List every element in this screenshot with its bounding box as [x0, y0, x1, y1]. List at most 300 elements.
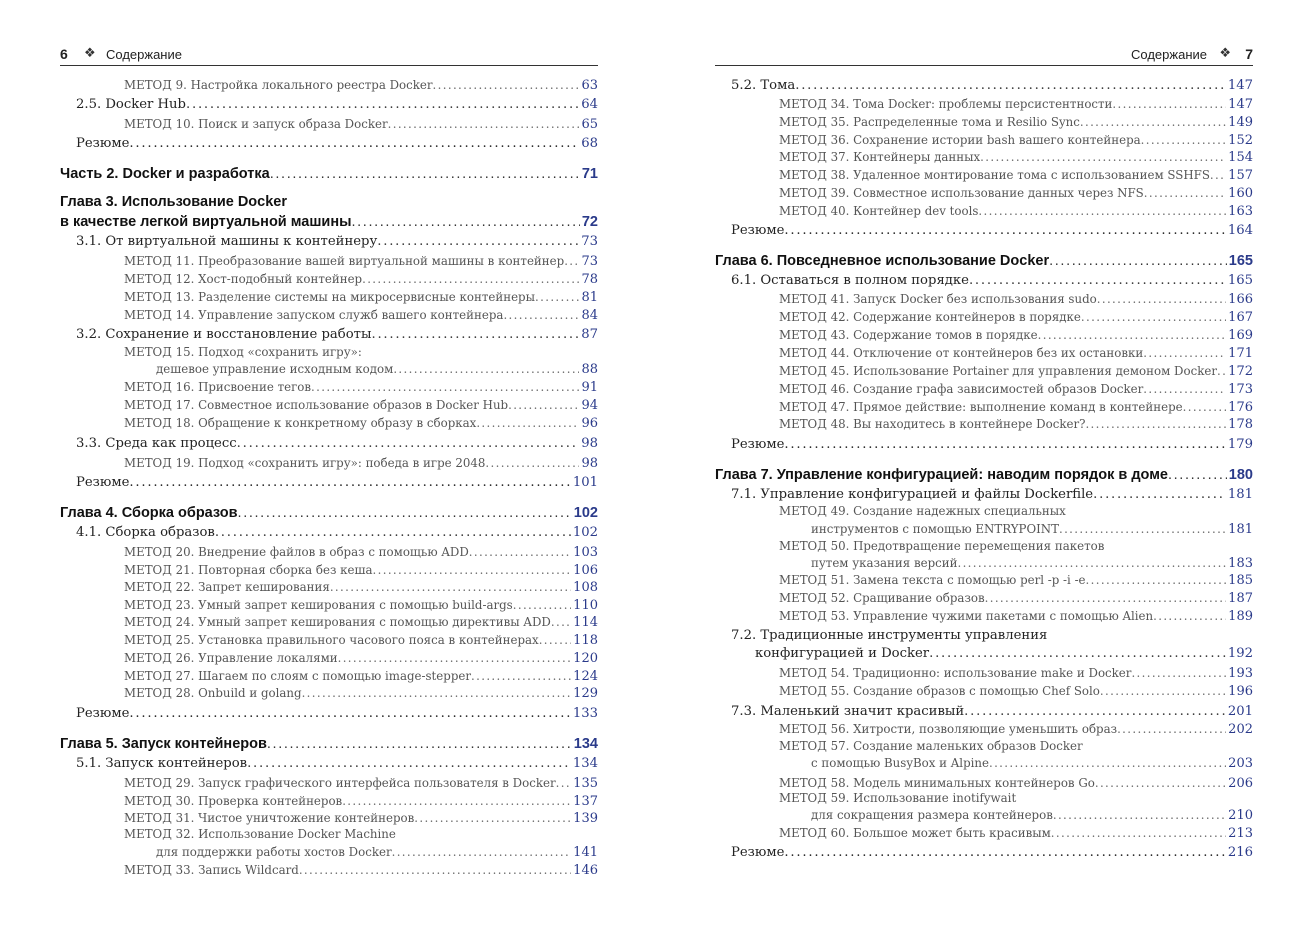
dot-leader: [471, 669, 571, 683]
toc-entry-page-number: 147: [1227, 78, 1253, 93]
dot-leader: [302, 686, 572, 700]
toc-entry-method[interactable]: [124, 811, 598, 826]
left-page: [0, 0, 656, 935]
dot-leader: [362, 272, 579, 286]
toc-entry-page-number: 201: [1227, 704, 1253, 719]
dot-leader: [1112, 97, 1226, 111]
toc-entry-page-number: 189: [1228, 609, 1253, 624]
toc-entry-page-number: 124: [573, 669, 598, 684]
dot-leader: [989, 756, 1226, 770]
toc-entry-method[interactable]: [779, 346, 1253, 361]
toc-entry-title: путем указания версий: [811, 556, 958, 570]
toc-entry-page-number: 81: [581, 290, 598, 305]
dot-leader: [1081, 310, 1226, 324]
dot-leader: [377, 234, 579, 249]
dot-leader: [342, 794, 571, 808]
toc-entry-page-number: 157: [1228, 168, 1253, 183]
toc-entry-title: 7.3. Маленький значит красивый: [731, 704, 965, 719]
toc-entry-page-number: 147: [1228, 97, 1253, 112]
dot-leader: [1051, 826, 1226, 840]
toc-entry-title-line: МЕТОД 32. Использование Docker Machine: [124, 827, 396, 841]
dot-leader: [556, 776, 572, 790]
toc-entry-method[interactable]: [779, 722, 1253, 737]
dot-leader: [270, 166, 580, 182]
dot-leader: [238, 505, 572, 521]
toc-entry-title: для сокращения размера контейнеров: [811, 808, 1053, 822]
toc-entry-method[interactable]: [124, 380, 598, 395]
toc-entry-method[interactable]: [124, 290, 598, 305]
dot-leader: [476, 416, 579, 430]
toc-entry-title-line: МЕТОД 15. Подход «сохранить игру»:: [124, 345, 362, 359]
toc-entry-chapter[interactable]: [715, 253, 1253, 269]
toc-entry-method[interactable]: [124, 563, 598, 578]
toc-entry-page-number: 102: [573, 505, 598, 521]
toc-entry-title-line: МЕТОД 49. Создание надежных специальных: [779, 504, 1066, 518]
toc-entry-title: МЕТОД 55. Создание образов с помощью Chef Solo: [779, 684, 1100, 698]
toc-entry-section[interactable]: [76, 436, 598, 451]
toc-entry-title: МЕТОД 45. Использование Portainer для управления демоном Docker: [779, 364, 1217, 378]
toc-entry-method[interactable]: [811, 808, 1253, 823]
dot-leader: [330, 580, 571, 594]
dot-leader: [795, 78, 1226, 93]
toc-entry-page-number: 169: [1228, 328, 1253, 343]
running-title: Содержание: [106, 47, 182, 62]
toc-entry-title: МЕТОД 44. Отключение от контейнеров без их остановки: [779, 346, 1144, 360]
toc-entry-title: МЕТОД 46. Создание графа зависимостей образов Docker: [779, 382, 1144, 396]
toc-entry-title: МЕТОД 21. Повторная сборка без кеша: [124, 563, 373, 577]
toc-entry-page-number: 183: [1228, 556, 1253, 571]
toc-entry-section[interactable]: [76, 327, 598, 342]
toc-entry-title: 3.3. Среда как процесс: [76, 436, 237, 451]
dot-leader: [1143, 346, 1226, 360]
toc-entry-page-number: 178: [1228, 417, 1253, 432]
toc-entry-title: МЕТОД 54. Традиционно: использование make и Docker: [779, 666, 1132, 680]
toc-entry-title: инструментов с помощью ENTRYPOINT: [811, 522, 1059, 536]
toc-entry-method[interactable]: [124, 598, 598, 613]
toc-entry-method[interactable]: [124, 651, 598, 666]
toc-entry-method[interactable]: [124, 416, 598, 431]
dot-leader: [985, 591, 1227, 605]
toc-entry-page-number: 141: [573, 845, 598, 860]
toc-entry-section[interactable]: [76, 136, 598, 151]
toc-entry-title: с помощью BusyBox и Alpine: [811, 756, 989, 770]
toc-entry-page-number: 193: [1228, 666, 1253, 681]
dot-leader: [388, 117, 580, 131]
toc-entry-method[interactable]: [124, 254, 598, 269]
toc-entry-page-number: 152: [1228, 133, 1253, 148]
dot-leader: [969, 273, 1226, 288]
toc-entry-title: МЕТОД 11. Преобразование вашей виртуальной машины в контейнер: [124, 254, 565, 268]
toc-entry-title: 3.2. Сохранение и восстановление работы: [76, 327, 372, 342]
toc-entry-chapter[interactable]: [60, 214, 598, 230]
toc-entry-title-line: МЕТОД 50. Предотвращение перемещения пакетов: [779, 539, 1105, 553]
toc-entry-page-number: 114: [573, 615, 598, 630]
toc-entry-section[interactable]: [76, 756, 598, 771]
dot-leader: [1217, 364, 1226, 378]
toc-entry-title-line: 7.2. Традиционные инструменты управления: [731, 628, 1048, 643]
ornament-icon: ❖: [1219, 45, 1231, 60]
toc-entry-page-number: 210: [1228, 808, 1253, 823]
toc-entry-section[interactable]: [731, 487, 1253, 502]
dot-leader: [1100, 684, 1226, 698]
toc-entry-section[interactable]: [76, 234, 598, 249]
toc-entry-method[interactable]: [124, 686, 598, 701]
toc-entry-page-number: 64: [581, 97, 598, 112]
toc-entry-section[interactable]: [76, 525, 598, 540]
dot-leader: [311, 380, 579, 394]
toc-entry-title: МЕТОД 18. Обращение к конкретному образу в сборках: [124, 416, 477, 430]
toc-entry-title: МЕТОД 12. Хост-подобный контейнер: [124, 272, 363, 286]
toc-entry-page-number: 98: [581, 436, 598, 451]
toc-entry-method[interactable]: [124, 272, 598, 287]
dot-leader: [1049, 253, 1227, 269]
toc-entry-chapter[interactable]: [60, 736, 598, 752]
toc-entry-title: МЕТОД 52. Сращивание образов: [779, 591, 985, 605]
toc-entry-page-number: 87: [581, 327, 598, 342]
dot-leader: [980, 150, 1226, 164]
dot-leader: [1038, 328, 1227, 342]
toc-entry-page-number: 91: [581, 380, 598, 395]
dot-leader: [513, 598, 571, 612]
toc-entry-title: 4.1. Сборка образов: [76, 525, 215, 540]
toc-entry-page-number: 108: [573, 580, 598, 595]
toc-entry-title: МЕТОД 20. Внедрение файлов в образ с помощью ADD: [124, 545, 469, 559]
toc-entry-page-number: 129: [573, 686, 598, 701]
toc-entry-title: МЕТОД 33. Запись Wildcard: [124, 863, 299, 877]
toc-entry-section[interactable]: [731, 845, 1253, 860]
dot-leader: [371, 327, 579, 342]
toc-entry-title: МЕТОД 58. Модель минимальных контейнеров Go: [779, 776, 1095, 790]
toc-entry-title: МЕТОД 13. Разделение системы на микросервисные контейнеры: [124, 290, 536, 304]
toc-entry-title: МЕТОД 14. Управление запуском служб вашего контейнера: [124, 308, 504, 322]
dot-leader: [299, 863, 571, 877]
toc-entry-title: МЕТОД 29. Запуск графического интерфейса пользователя в Docker: [124, 776, 556, 790]
toc-entry-method[interactable]: [779, 97, 1253, 112]
toc-entry-title: МЕТОД 22. Запрет кеширования: [124, 580, 330, 594]
toc-entry-method[interactable]: [779, 115, 1253, 130]
right-page: [656, 0, 1313, 935]
toc-entry-method[interactable]: [124, 794, 598, 809]
toc-entry-page-number: 176: [1228, 400, 1253, 415]
running-title: Содержание: [1131, 47, 1207, 62]
dot-leader: [1141, 133, 1227, 147]
toc-entry-title: Резюме: [731, 437, 785, 452]
toc-entry-title: Глава 4. Сборка образов: [60, 505, 238, 521]
toc-entry-page-number: 164: [1227, 223, 1253, 238]
dot-leader: [1095, 776, 1226, 790]
dot-leader: [129, 706, 570, 721]
toc-entry-title-line: МЕТОД 59. Использование inotifywait: [779, 791, 1017, 805]
toc-entry-method[interactable]: [779, 133, 1253, 148]
dot-leader: [535, 290, 579, 304]
toc-entry-method[interactable]: [779, 310, 1253, 325]
toc-entry-method[interactable]: [124, 863, 598, 878]
toc-entry-method[interactable]: [156, 845, 598, 860]
toc-entry-page-number: 65: [581, 117, 598, 132]
toc-entry-method[interactable]: [124, 117, 598, 132]
dot-leader: [1097, 292, 1226, 306]
toc-entry-page-number: 68: [581, 136, 598, 151]
toc-entry-section[interactable]: [731, 223, 1253, 238]
toc-entry-title: МЕТОД 38. Удаленное монтирование тома с использованием SSHFS: [779, 168, 1210, 182]
toc-entry-title: МЕТОД 48. Вы находитесь в контейнере Docker?: [779, 417, 1086, 431]
toc-entry-title: МЕТОД 56. Хитрости, позволяющие уменьшить образ: [779, 722, 1118, 736]
toc-entry-section[interactable]: [76, 706, 598, 721]
toc-entry-method[interactable]: [779, 382, 1253, 397]
toc-entry-title: Резюме: [76, 475, 130, 490]
toc-entry-title: МЕТОД 10. Поиск и запуск образа Docker: [124, 117, 388, 131]
toc-entry-page-number: 72: [581, 214, 598, 230]
toc-entry-section[interactable]: [731, 437, 1253, 452]
toc-entry-page-number: 165: [1227, 273, 1253, 288]
toc-entry-title: в качестве легкой виртуальной машины: [60, 214, 352, 230]
toc-entry-page-number: 73: [581, 234, 598, 249]
dot-leader: [1143, 382, 1226, 396]
dot-leader: [129, 136, 579, 151]
dot-leader: [978, 204, 1226, 218]
dot-leader: [129, 475, 570, 490]
dot-leader: [1053, 808, 1226, 822]
toc-entry-title: 6.1. Оставаться в полном порядке: [731, 273, 969, 288]
toc-entry-page-number: 134: [573, 736, 598, 752]
toc-entry-title: МЕТОД 43. Содержание томов в порядке: [779, 328, 1038, 342]
toc-entry-method[interactable]: [779, 186, 1253, 201]
toc-entry-page-number: 118: [573, 633, 598, 648]
toc-entry-title: МЕТОД 41. Запуск Docker без использования sudo: [779, 292, 1097, 306]
toc-entry-title: МЕТОД 28. Onbuild и golang: [124, 686, 302, 700]
toc-entry-title: Часть 2. Docker и разработка: [60, 166, 270, 182]
toc-entry-page-number: 154: [1228, 150, 1253, 165]
toc-entry-page-number: 139: [573, 811, 598, 826]
toc-entry-method[interactable]: [779, 776, 1253, 791]
toc-entry-page-number: 160: [1228, 186, 1253, 201]
toc-entry-page-number: 163: [1228, 204, 1253, 219]
toc-entry-title: МЕТОД 60. Большое может быть красивым: [779, 826, 1051, 840]
toc-entry-title: МЕТОД 36. Сохранение истории bash вашего контейнера: [779, 133, 1141, 147]
toc-entry-title: МЕТОД 24. Умный запрет кеширования с помощью директивы ADD: [124, 615, 551, 629]
dot-leader: [392, 845, 572, 859]
ornament-icon: ❖: [84, 45, 96, 60]
toc-entry-title: МЕТОД 25. Установка правильного часового пояса в контейнерах: [124, 633, 539, 647]
dot-leader: [784, 223, 1225, 238]
toc-entry-method[interactable]: [779, 591, 1253, 606]
toc-entry-method[interactable]: [124, 776, 598, 791]
toc-entry-section[interactable]: [76, 97, 598, 112]
dot-leader: [564, 254, 579, 268]
toc-entry-page-number: 179: [1227, 437, 1253, 452]
dot-leader: [539, 633, 571, 647]
toc-entry-page-number: 106: [573, 563, 598, 578]
toc-entry-chapter[interactable]: [715, 467, 1253, 483]
dot-leader: [1059, 522, 1226, 536]
dot-leader: [237, 436, 580, 451]
toc-entry-page-number: 206: [1228, 776, 1253, 791]
toc-entry-method[interactable]: [779, 400, 1253, 415]
toc-entry-title: МЕТОД 37. Контейнеры данных: [779, 150, 981, 164]
toc-entry-title: МЕТОД 30. Проверка контейнеров: [124, 794, 343, 808]
toc-entry-method[interactable]: [811, 756, 1253, 771]
toc-entry-method[interactable]: [124, 308, 598, 323]
toc-entry-page-number: 73: [581, 254, 598, 269]
toc-entry-page-number: 78: [581, 272, 598, 287]
toc-entry-method[interactable]: [124, 456, 598, 471]
toc-entry-title: Глава 6. Повседневное использование Docker: [715, 253, 1050, 269]
toc-entry-title: МЕТОД 35. Распределенные тома и Resilio Sync: [779, 115, 1080, 129]
toc-entry-method[interactable]: [779, 684, 1253, 699]
toc-entry-page-number: 166: [1228, 292, 1253, 307]
toc-entry-title: 5.2. Тома: [731, 78, 796, 93]
dot-leader: [1085, 417, 1226, 431]
toc-entry-page-number: 135: [573, 776, 598, 791]
dot-leader: [957, 556, 1226, 570]
toc-entry-method[interactable]: [811, 522, 1253, 537]
toc-entry-page-number: 192: [1227, 646, 1253, 661]
toc-entry-method[interactable]: [124, 615, 598, 630]
dot-leader: [215, 525, 571, 540]
toc-entry-method[interactable]: [124, 633, 598, 648]
dot-leader: [1183, 400, 1227, 414]
toc-entry-page-number: 120: [573, 651, 598, 666]
toc-entry-method[interactable]: [779, 609, 1253, 624]
toc-entry-page-number: 187: [1228, 591, 1253, 606]
dot-leader: [508, 398, 579, 412]
toc-entry-title-line: Глава 3. Использование Docker: [60, 194, 287, 210]
toc-entry-page-number: 167: [1228, 310, 1253, 325]
toc-entry-title: 3.1. От виртуальной машины к контейнеру: [76, 234, 378, 249]
toc-entry-page-number: 101: [572, 475, 598, 490]
toc-entry-page-number: 63: [581, 78, 598, 93]
dot-leader: [964, 704, 1226, 719]
dot-leader: [433, 78, 580, 92]
dot-leader: [247, 756, 571, 771]
toc-entry-title: МЕТОД 27. Шагаем по слоям с помощью image-stepper: [124, 669, 472, 683]
dot-leader: [414, 811, 571, 825]
toc-entry-title: МЕТОД 53. Управление чужими пакетами с помощью Alien: [779, 609, 1154, 623]
dot-leader: [1086, 573, 1227, 587]
dot-leader: [267, 736, 572, 752]
toc-entry-page-number: 96: [581, 416, 598, 431]
toc-entry-method[interactable]: [124, 580, 598, 595]
toc-entry-page-number: 213: [1228, 826, 1253, 841]
toc-entry-method[interactable]: [124, 669, 598, 684]
toc-entry-page-number: 181: [1227, 487, 1253, 502]
toc-entry-page-number: 172: [1228, 364, 1253, 379]
toc-entry-chapter[interactable]: [60, 166, 598, 182]
dot-leader: [1210, 168, 1226, 182]
dot-leader: [1168, 467, 1227, 483]
toc-entry-section[interactable]: [731, 273, 1253, 288]
toc-entry-page-number: 133: [572, 706, 598, 721]
dot-leader: [338, 651, 572, 665]
toc-entry-section[interactable]: [755, 646, 1253, 661]
running-header: [715, 45, 1253, 66]
toc-entry-title: дешевое управление исходным кодом: [156, 362, 394, 376]
toc-entry-title: МЕТОД 31. Чистое уничтожение контейнеров: [124, 811, 415, 825]
dot-leader: [503, 308, 579, 322]
toc-entry-page-number: 149: [1228, 115, 1253, 130]
toc-entry-method[interactable]: [779, 573, 1253, 588]
toc-entry-method[interactable]: [779, 168, 1253, 183]
dot-leader: [929, 646, 1226, 661]
toc-entry-title: 5.1. Запуск контейнеров: [76, 756, 248, 771]
toc-entry-page-number: 165: [1228, 253, 1253, 269]
toc-entry-page-number: 98: [581, 456, 598, 471]
toc-entry-page-number: 171: [1228, 346, 1253, 361]
toc-entry-section[interactable]: [731, 704, 1253, 719]
toc-entry-page-number: 196: [1228, 684, 1253, 699]
toc-entry-title: МЕТОД 9. Настройка локального реестра Docker: [124, 78, 433, 92]
toc-entry-title: МЕТОД 19. Подход «сохранить игру»: победа в игре 2048: [124, 456, 486, 470]
dot-leader: [1080, 115, 1226, 129]
toc-entry-page-number: 203: [1228, 756, 1253, 771]
toc-entry-title: МЕТОД 17. Совместное использование образов в Docker Hub: [124, 398, 509, 412]
toc-entry-page-number: 84: [581, 308, 598, 323]
toc-entry-title: Резюме: [731, 223, 785, 238]
toc-entry-method[interactable]: [124, 398, 598, 413]
toc-entry-section[interactable]: [731, 78, 1253, 93]
toc-entry-method[interactable]: [779, 417, 1253, 432]
toc-entry-page-number: 103: [573, 545, 598, 560]
dot-leader: [469, 545, 571, 559]
toc-entry-method[interactable]: [124, 545, 598, 560]
toc-entry-page-number: 71: [581, 166, 598, 182]
toc-entry-method[interactable]: [779, 826, 1253, 841]
toc-entry-title: Резюме: [76, 136, 130, 151]
dot-leader: [373, 563, 572, 577]
page-number: 6: [60, 46, 68, 62]
toc-entry-section[interactable]: [76, 475, 598, 490]
toc-entry-title: МЕТОД 23. Умный запрет кеширования с помощью build-args: [124, 598, 513, 612]
toc-entry-title: МЕТОД 40. Контейнер dev tools: [779, 204, 979, 218]
toc-entry-title: МЕТОД 47. Прямое действие: выполнение команд в контейнере: [779, 400, 1183, 414]
toc-entry-title: конфигурацией и Docker: [755, 646, 930, 661]
toc-entry-page-number: 102: [572, 525, 598, 540]
toc-entry-title: МЕТОД 39. Совместное использование данных через NFS: [779, 186, 1144, 200]
toc-entry-title: Глава 7. Управление конфигурацией: наводим порядок в доме: [715, 467, 1168, 483]
toc-entry-title: 2.5. Docker Hub: [76, 97, 186, 112]
toc-entry-page-number: 216: [1227, 845, 1253, 860]
toc-entry-page-number: 137: [573, 794, 598, 809]
toc-entry-method[interactable]: [779, 150, 1253, 165]
dot-leader: [351, 214, 579, 230]
toc-entry-method[interactable]: [779, 204, 1253, 219]
toc-entry-method[interactable]: [779, 666, 1253, 681]
toc-entry-method[interactable]: [811, 556, 1253, 571]
toc-entry-method[interactable]: [779, 364, 1253, 379]
toc-entry-page-number: 88: [581, 362, 598, 377]
toc-entry-method[interactable]: [124, 78, 598, 93]
dot-leader: [784, 437, 1225, 452]
toc-entry-title: Глава 5. Запуск контейнеров: [60, 736, 267, 752]
toc-entry-page-number: 185: [1228, 573, 1253, 588]
dot-leader: [1131, 666, 1226, 680]
dot-leader: [1144, 186, 1226, 200]
toc-entry-page-number: 134: [572, 756, 598, 771]
toc-entry-page-number: 110: [573, 598, 598, 613]
running-header: [60, 45, 598, 66]
toc-entry-chapter[interactable]: [60, 505, 598, 521]
toc-entry-method[interactable]: [156, 362, 598, 377]
toc-entry-method[interactable]: [779, 328, 1253, 343]
toc-entry-page-number: 146: [573, 863, 598, 878]
toc-entry-method[interactable]: [779, 292, 1253, 307]
toc-entry-title: МЕТОД 51. Замена текста с помощью perl -p -i -e: [779, 573, 1086, 587]
toc-entry-title-line: МЕТОД 57. Создание маленьких образов Docker: [779, 739, 1083, 753]
toc-entry-title: МЕТОД 26. Управление локалями: [124, 651, 338, 665]
dot-leader: [485, 456, 579, 470]
dot-leader: [784, 845, 1225, 860]
toc-entry-page-number: 173: [1228, 382, 1253, 397]
